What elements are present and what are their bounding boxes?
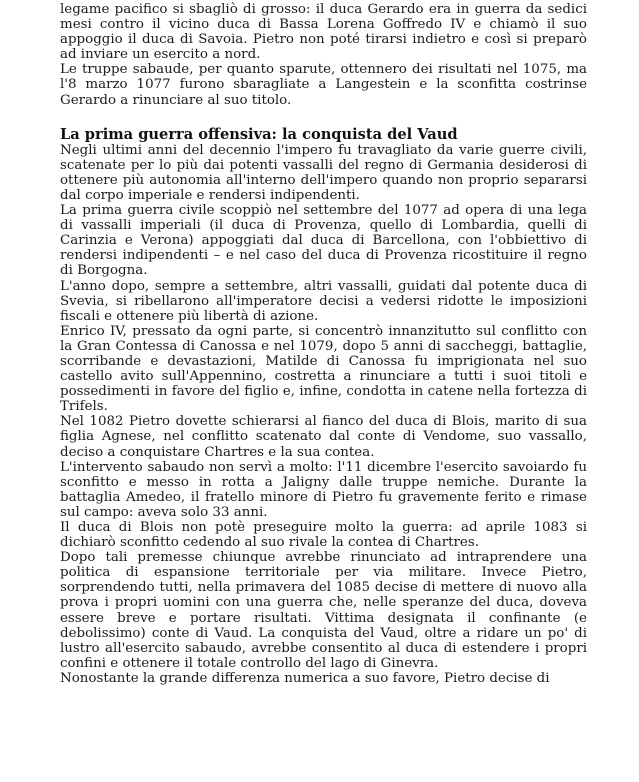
paragraph: Dopo tali premesse chiunque avrebbe rinunciato ad intraprendere una politica di espansione territoriale per via militare. Invece Pietro, sorprendendo tutti, nella primavera del 1085 decise di mettere di nuovo alla prova i propri uomini con una guerra che, nelle speranze del duca, doveva essere breve e portare risultati. Vittima designata il confinante (e debolissimo) conte di Vaud. La conquista del Vaud, oltre a ridare un po' di lustro all'esercito sabaudo, avrebbe consentito al duca di estendere i propri confini e ottenere il totale controllo del lago di Ginevra.: [60, 550, 587, 671]
paragraph: L'intervento sabaudo non servì a molto: l'11 dicembre l'esercito savoiardo fu sconfitto e messo in rotta a Jaligny dalle truppe nemiche. Durante la battaglia Amedeo, il fratello minore di Pietro fu gravemente ferito e rimase sul campo: aveva solo 33 anni.: [60, 459, 587, 520]
paragraph: Enrico IV, pressato da ogni parte, si concentrò innanzitutto sul conflitto con la Gran Contessa di Canossa e nel 1079, dopo 5 anni di saccheggi, battaglie, scorribande e devastazioni, Matilde di Canossa fu imprigionata nel suo castello avito sull'Appennino, costretta a rinunciare a tutti i suoi titoli e possedimenti in favore del figlio e, infine, condotta in catene nella fortezza di Trifels.: [60, 323, 587, 415]
paragraph: Nel 1082 Pietro dovette schierarsi al fianco del duca di Blois, marito di sua figlia Agnese, nel conflitto scatenato dal conte di Vendome, suo vassallo, deciso a conquistare Chartres e la sua contea.: [60, 414, 587, 460]
paragraph: Nonostante la grande differenza numerica a suo favore, Pietro decise di: [60, 670, 550, 686]
paragraph: legame pacifico si sbagliò di grosso: il duca Gerardo era in guerra da sedici mesi contro il vicino duca di Bassa Lorena Goffredo IV e chiamò il suo appoggio il duca di Savoia. Pietro non poté tirarsi indietro e così si preparò ad inviare un esercito a nord.: [60, 2, 587, 63]
paragraph: La prima guerra civile scoppiò nel settembre del 1077 ad opera di una lega di vassalli imperiali (il duca di Provenza, quello di Lombardia, quelli di Carinzia e Verona) appoggiati dal duca di Barcellona, con l'obbiettivo di rendersi indipendenti – e nel caso del duca di Provenza ricostituire il regno di Borgogna.: [60, 203, 587, 279]
paragraph: Il duca di Blois non potè preseguire molto la guerra: ad aprile 1083 si dichiarò sconfitto cedendo al suo rivale la contea di Chartres.: [60, 520, 587, 551]
document-page: [60, 2, 587, 686]
paragraph: L'anno dopo, sempre a settembre, altri vassalli, guidati dal potente duca di Svevia, si ribellarono all'imperatore decisi a vedersi ridotte le imposizioni fiscali e ottenere più libertà di azione.: [60, 278, 587, 324]
paragraph: Le truppe sabaude, per quanto sparute, ottennero dei risultati nel 1075, ma l'8 marzo 1077 furono sbaragliate a Langestein e la sconfitta costrinse Gerardo a rinunciare al suo titolo.: [60, 62, 587, 108]
section-heading: La prima guerra offensiva: la conquista del Vaud: [60, 125, 458, 143]
paragraph: Negli ultimi anni del decennio l'impero fu travagliato da varie guerre civili, scatenate per lo più dai potenti vassalli del regno di Germania desiderosi di ottenere più autonomia all'interno dell'impero quando non proprio separarsi dal corpo imperiale e rendersi indipendenti.: [60, 142, 587, 203]
